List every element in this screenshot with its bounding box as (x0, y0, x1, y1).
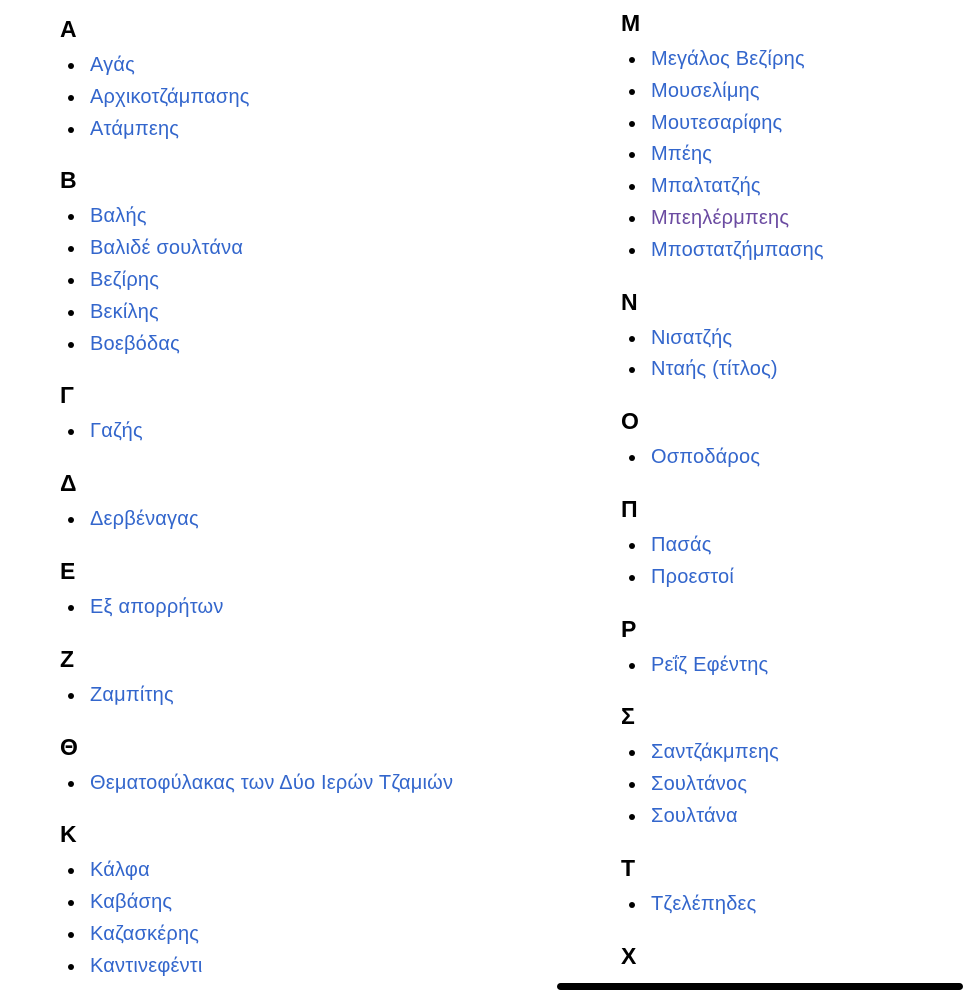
section-letter: Κ (60, 821, 77, 848)
section-letter: Ρ (621, 615, 637, 642)
bullet-icon (629, 814, 635, 820)
list-item (60, 887, 453, 919)
entry-link[interactable]: Καζασκέρης (90, 922, 200, 945)
bullet-icon (629, 216, 635, 222)
bullet-icon (68, 868, 74, 874)
section-letter: Α (60, 16, 77, 42)
entry-link[interactable]: Δερβέναγας (90, 508, 199, 531)
bullet-icon (629, 89, 635, 95)
bullet-icon (68, 278, 74, 284)
home-indicator-bar[interactable] (557, 983, 963, 990)
entry-link[interactable]: Μποστατζήμπασης (651, 238, 824, 261)
entry-link[interactable]: Τζελέπηδες (651, 892, 757, 915)
list-item (621, 76, 824, 108)
entry-link[interactable]: Νισατζής (651, 326, 733, 349)
letter-section-kappa (60, 819, 453, 982)
section-letter: Τ (621, 854, 636, 881)
section-letter: Χ (621, 942, 637, 969)
entry-link[interactable]: Κάλφα (90, 859, 150, 882)
section-letter: Δ (60, 470, 77, 497)
letter-section-mu (621, 8, 824, 267)
list-item (621, 354, 824, 386)
list-item (60, 297, 453, 329)
list-item (60, 114, 453, 146)
bullet-icon (68, 342, 74, 348)
section-letter: Ζ (60, 645, 75, 672)
bullet-icon (68, 517, 74, 523)
bullet-icon (68, 310, 74, 316)
list-item (621, 442, 824, 474)
section-list (60, 592, 453, 624)
section-letter: Μ (621, 10, 641, 36)
letter-section-pi (621, 494, 824, 594)
list-item (60, 82, 453, 114)
letter-section-sigma (621, 701, 824, 832)
section-letter: Γ (60, 382, 74, 409)
entry-link[interactable]: Σαντζάκμπεης (651, 741, 779, 764)
bullet-icon (629, 455, 635, 461)
entry-link[interactable]: Καβάσης (90, 891, 173, 914)
entry-link[interactable]: Μουσελίμης (651, 79, 760, 102)
list-item (60, 768, 453, 800)
entry-link[interactable]: Αγάς (90, 54, 135, 76)
section-letter: Β (60, 167, 77, 194)
letter-section-omicron (621, 406, 824, 474)
entry-link[interactable]: Εξ απορρήτων (90, 595, 224, 618)
bullet-icon (68, 95, 74, 101)
section-list (60, 201, 453, 360)
letter-section-tau (621, 853, 824, 921)
list-item (621, 801, 824, 833)
list-item (60, 951, 453, 983)
bullet-icon (629, 121, 635, 127)
list-item (621, 203, 824, 235)
bullet-icon (629, 750, 635, 756)
entry-link[interactable]: Βεζίρης (90, 268, 160, 291)
bullet-icon (68, 964, 74, 970)
letter-section-beta (60, 165, 453, 360)
bullet-icon (629, 336, 635, 342)
entry-link[interactable]: Γαζής (90, 420, 143, 443)
bullet-icon (629, 248, 635, 254)
section-list (60, 768, 453, 800)
section-list (60, 416, 453, 448)
section-list (621, 323, 824, 387)
bullet-icon (629, 663, 635, 669)
letter-section-zeta (60, 644, 453, 712)
list-item (60, 233, 453, 265)
letter-section-rho (621, 614, 824, 682)
bullet-icon (68, 900, 74, 906)
entry-link[interactable]: Σουλτάνα (651, 804, 738, 827)
bullet-icon (68, 605, 74, 611)
list-item (621, 171, 824, 203)
entry-link[interactable]: Μπέης (651, 143, 713, 166)
section-list (60, 504, 453, 536)
list-item (621, 769, 824, 801)
section-list (621, 442, 824, 474)
bullet-icon (68, 246, 74, 252)
entry-link[interactable]: Προεστοί (651, 565, 734, 588)
section-list (60, 50, 453, 145)
section-letter: Π (621, 495, 638, 522)
list-item (621, 737, 824, 769)
entry-link[interactable]: Θεματοφύλακας των Δύο Ιερών Τζαμιών (90, 771, 454, 794)
list-item (60, 416, 453, 448)
list-item (621, 235, 824, 267)
list-item (60, 919, 453, 951)
letter-section-chi (621, 941, 824, 971)
list-item (621, 530, 824, 562)
list-item (621, 650, 824, 682)
letter-section-theta (60, 732, 453, 800)
entry-link[interactable]: Αρχικοτζάμπασης (90, 85, 250, 108)
bullet-icon (629, 152, 635, 158)
bullet-icon (68, 693, 74, 699)
list-item (621, 139, 824, 171)
bullet-icon (68, 214, 74, 220)
section-letter: Θ (60, 733, 78, 760)
entry-link[interactable]: Μουτεσαρίφης (651, 111, 783, 134)
list-item (60, 50, 453, 82)
section-list (621, 530, 824, 594)
list-item (60, 265, 453, 297)
list-item (621, 889, 824, 921)
section-letter: Ν (621, 288, 638, 315)
section-list (60, 855, 453, 982)
index-column-right (621, 8, 824, 991)
letter-section-delta (60, 468, 453, 536)
entry-link[interactable]: Μεγάλος Βεζίρης (651, 48, 805, 70)
bullet-icon (68, 127, 74, 133)
bullet-icon (629, 367, 635, 373)
entry-link[interactable]: Βεκίλης (90, 300, 159, 323)
bullet-icon (629, 575, 635, 581)
bullet-icon (68, 429, 74, 435)
list-item (621, 44, 824, 76)
entry-link[interactable]: Βαλιδέ σουλτάνα (90, 237, 244, 260)
section-list (60, 680, 453, 712)
list-item (60, 680, 453, 712)
list-item (621, 108, 824, 140)
section-list (621, 650, 824, 682)
bullet-icon (629, 543, 635, 549)
list-item (60, 504, 453, 536)
entry-link[interactable]: Σουλτάνος (651, 773, 748, 796)
section-list (621, 737, 824, 832)
list-item (621, 323, 824, 355)
entry-link[interactable]: Βοεβόδας (90, 332, 180, 355)
bullet-icon (629, 57, 635, 63)
letter-section-alpha (60, 14, 453, 145)
section-letter: Ε (60, 557, 76, 584)
entry-link[interactable]: Βαλής (90, 205, 147, 228)
entry-link[interactable]: Οσποδάρος (651, 446, 761, 469)
bullet-icon (629, 184, 635, 190)
bullet-icon (68, 932, 74, 938)
section-list (621, 889, 824, 921)
list-item (60, 592, 453, 624)
section-letter: Σ (621, 703, 635, 730)
entry-link[interactable]: Μπαλτατζής (651, 175, 761, 198)
section-list (621, 44, 824, 267)
entry-link[interactable]: Ζαμπίτης (90, 683, 174, 706)
bullet-icon (629, 782, 635, 788)
entry-link[interactable]: Ρεΐζ Εφέντης (651, 653, 769, 676)
letter-section-gamma (60, 380, 453, 448)
entry-link-visited[interactable]: Μπεηλέρμπεης (651, 206, 790, 229)
list-item (60, 201, 453, 233)
list-item (60, 855, 453, 887)
letter-section-epsilon (60, 556, 453, 624)
entry-link[interactable]: Νταής (τίτλος) (651, 358, 778, 381)
entry-link[interactable]: Καντινεφέντι (90, 954, 203, 977)
section-letter: Ο (621, 408, 639, 435)
list-item (621, 562, 824, 594)
letter-section-nu (621, 287, 824, 387)
bullet-icon (68, 781, 74, 787)
bullet-icon (629, 902, 635, 908)
entry-link[interactable]: Πασάς (651, 533, 712, 556)
index-column-left (60, 14, 453, 1000)
list-item (60, 329, 453, 361)
entry-link[interactable]: Ατάμπεης (90, 117, 180, 140)
bullet-icon (68, 63, 74, 69)
